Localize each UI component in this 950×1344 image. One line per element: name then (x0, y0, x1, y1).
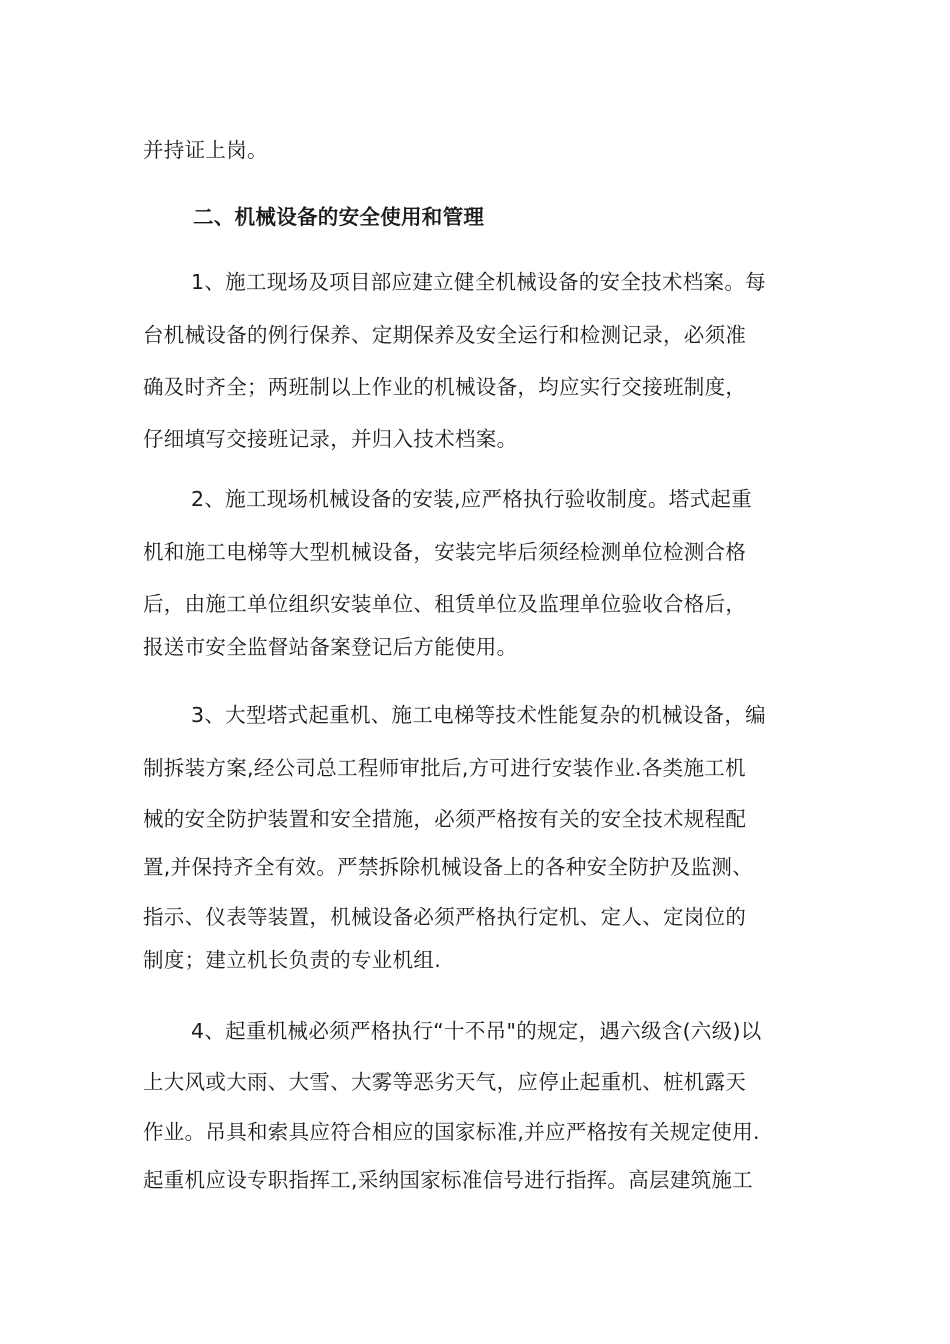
paragraph-3-line-2: 制拆装方案,经公司总工程师审批后,方可进行安装作业.各类施工机 (143, 756, 746, 780)
paragraph-4-line-1: 4、起重机械必须严格执行“十不吊"的规定，遇六级含(六级)以 (191, 1019, 762, 1043)
section-heading: 二、机械设备的安全使用和管理 (193, 205, 485, 229)
paragraph-1-line-1: 1、施工现场及项目部应建立健全机械设备的安全技术档案。每 (191, 270, 766, 294)
paragraph-4-line-4: 起重机应设专职指挥工,采纳国家标准信号进行指挥。高层建筑施工 (143, 1168, 754, 1192)
paragraph-3-line-4: 置,并保持齐全有效。严禁拆除机械设备上的各种安全防护及监测、 (143, 855, 754, 879)
paragraph-2-line-4: 报送市安全监督站备案登记后方能使用。 (143, 635, 518, 659)
paragraph-1-line-2: 台机械设备的例行保养、定期保养及安全运行和检测记录，必须准 (143, 323, 747, 347)
paragraph-2-line-2: 机和施工电梯等大型机械设备，安装完毕后须经检测单位检测合格 (143, 540, 747, 564)
text-line-continuation: 并持证上岗。 (143, 138, 268, 162)
paragraph-3-line-3: 械的安全防护装置和安全措施，必须严格按有关的安全技术规程配 (143, 807, 747, 831)
paragraph-2-line-3: 后，由施工单位组织安装单位、租赁单位及监理单位验收合格后， (143, 592, 747, 616)
paragraph-3-line-6: 制度；建立机长负责的专业机组. (143, 948, 442, 972)
paragraph-4-line-2: 上大风或大雨、大雪、大雾等恶劣天气，应停止起重机、桩机露天 (143, 1070, 747, 1094)
paragraph-4-line-3: 作业。吊具和索具应符合相应的国家标准,并应严格按有关规定使用. (143, 1120, 760, 1144)
paragraph-2-line-1: 2、施工现场机械设备的安装,应严格执行验收制度。塔式起重 (191, 487, 752, 511)
paragraph-1-line-4: 仔细填写交接班记录，并归入技术档案。 (143, 427, 518, 451)
paragraph-3-line-5: 指示、仪表等装置，机械设备必须严格执行定机、定人、定岗位的 (143, 905, 747, 929)
paragraph-1-line-3: 确及时齐全；两班制以上作业的机械设备，均应实行交接班制度， (143, 375, 747, 399)
paragraph-3-line-1: 3、大型塔式起重机、施工电梯等技术性能复杂的机械设备，编 (191, 703, 766, 727)
